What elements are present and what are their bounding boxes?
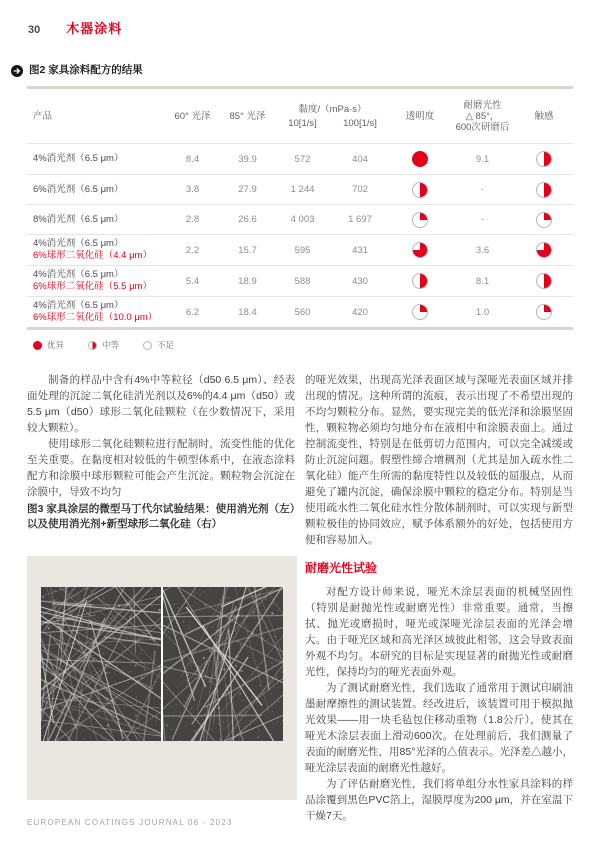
section-heading: 耐磨光性试验	[305, 561, 378, 575]
product-cell	[27, 300, 165, 324]
table-row	[27, 144, 573, 174]
wear-value: 1.0	[475, 306, 490, 318]
wear-value: 9.1	[475, 153, 490, 165]
col-header-gloss85: 85° 光泽	[229, 110, 266, 122]
footer-journal-name: EUROPEAN COATINGS JOURNAL 06 - 2023	[27, 818, 233, 827]
page-header	[28, 18, 122, 37]
product-name: 6%消光剂（6.5 μm）	[33, 183, 124, 195]
legend-pie	[33, 341, 42, 350]
product-additive: 6%球形二氧化硅（5.5 μm）	[33, 281, 152, 292]
gloss60-value: 8.4	[185, 153, 200, 165]
wear-value: -	[480, 184, 485, 195]
product-cell	[27, 214, 165, 226]
article-left-column	[27, 372, 295, 500]
gloss60-value: 3.8	[185, 184, 200, 195]
touch-cell	[515, 242, 573, 258]
touch-cell	[515, 273, 573, 289]
viscosity100-value: 430	[352, 275, 368, 287]
table-header-row	[27, 86, 573, 144]
transparency-rating-pie	[412, 242, 428, 258]
transparency-rating-pie	[412, 212, 428, 228]
figure3	[27, 556, 297, 800]
col-header-viscosity	[275, 104, 390, 129]
table-row	[27, 234, 573, 265]
product-cell	[27, 184, 165, 196]
figure3-image-left	[41, 587, 161, 741]
viscosity100-value: 431	[352, 244, 368, 256]
table-row	[27, 174, 573, 204]
gloss60-value: 2.2	[185, 244, 200, 256]
legend-label: 不足	[157, 340, 175, 350]
transparency-cell	[390, 182, 450, 198]
figure3-image-pair	[41, 587, 283, 741]
viscosity10-value: 595	[294, 244, 311, 256]
product-name: 4%消光剂（6.5 μm）	[33, 238, 124, 249]
gloss85-value: 27.9	[238, 184, 257, 195]
col-header-viscosity-10: 10[1/s]	[288, 117, 317, 129]
table-bottom-rule	[27, 327, 573, 330]
results-table	[27, 86, 573, 351]
gloss85-value: 18.4	[238, 306, 257, 318]
paragraph: 为了测试耐磨光性，我们选取了通常用于测试印刷油墨耐摩擦性的测试装置。经改进后，该装置可用于模拟抛光效果——用一块毛毡包住移动重物（1.8公斤），使其在哑光木涂层表面上滑动600次。在处理前后，我们测量了表面的耐磨光性，用85°光泽的△值表示。光泽差△越小，哑光涂层表面的耐磨光性越好。	[305, 682, 573, 774]
arrow-circle-icon	[11, 64, 23, 76]
col-header-viscosity-100: 100[1/s]	[343, 117, 377, 129]
figure3-image-right	[163, 587, 283, 741]
transparency-rating-pie	[412, 304, 428, 320]
legend-item	[33, 339, 64, 351]
legend-pie	[143, 341, 152, 350]
touch-rating-pie	[536, 182, 552, 198]
viscosity10-value: 560	[294, 306, 311, 318]
transparency-rating-pie	[412, 151, 428, 167]
gloss85-value: 39.9	[238, 153, 257, 165]
transparency-cell	[390, 304, 450, 320]
transparency-cell	[390, 212, 450, 228]
col-header-wear: 耐磨光性 △ 85°， 600次研磨后	[455, 99, 510, 133]
touch-cell	[515, 151, 573, 167]
paragraph: 使用球形二氧化硅颗粒进行配制时，流变性能的优化至关重要。在黏度相对较低的牛顿型体系中，在液态涂料配方和涂膜中球形颗粒可能会产生沉淀。颗粒物会沉淀在涂膜中，导致不均匀	[27, 438, 295, 498]
viscosity-group-label: 黏度/（mPa·s）	[298, 103, 367, 115]
viscosity-sub-headers	[275, 118, 390, 129]
viscosity10-value: 4 003	[290, 214, 315, 225]
touch-cell	[515, 304, 573, 320]
gloss60-value: 2.8	[185, 214, 200, 225]
product-additive: 6%球形二氧化硅（4.4 μm）	[33, 250, 152, 261]
viscosity10-value: 588	[294, 275, 311, 287]
viscosity10-value: 1 244	[290, 184, 315, 195]
paragraph: 为了评估耐磨光性，我们将单组分水性家具涂料的样品涂覆到黑色PVC箔上，湿膜厚度为200 μm，并在室温下干燥7天。	[305, 778, 573, 822]
transparency-rating-pie	[412, 182, 428, 198]
table-row	[27, 204, 573, 234]
figure2-caption: 图2 家具涂料配方的结果	[29, 64, 143, 76]
wear-value: -	[480, 214, 485, 225]
viscosity100-value: 702	[352, 184, 368, 195]
product-additive: 6%球形二氧化硅（10.0 μm）	[33, 312, 158, 323]
legend-pie	[88, 341, 97, 350]
product-cell	[27, 269, 165, 293]
figure3-caption: 图3 家具涂层的微型马丁代尔试验结果：使用消光剂（左）以及使用消光剂+新型球形二氧化硅（右）	[27, 503, 295, 530]
product-name: 4%消光剂（6.5 μm）	[33, 269, 124, 280]
col-header-product: 产品	[33, 110, 53, 122]
page-number: 30	[28, 24, 41, 36]
paragraph: 对配方设计师来说，哑光木涂层表面的机械坚固性（特别是耐抛光性或耐磨光性）非常重要。通常，当擦拭、抛光或磨损时，哑光或深哑光涂层表面的光泽会增大。由于哑光区域和高光泽区域彼此相邻，这会导致表面外观不均匀。本研究的目标是实现显著的耐抛光性或耐磨光性，保持均匀的哑光表面外观。	[305, 586, 573, 678]
viscosity100-value: 1 697	[348, 214, 372, 225]
article-right-column	[305, 372, 573, 824]
touch-rating-pie	[536, 212, 552, 228]
paragraph: 制备的样品中含有4%中等粒径（d50 6.5 μm）、经表面处理的沉淀二氧化硅消光剂以及6%的4.4 μm（d50）或5.5 μm（d50）球形二氧化硅颗粒（在少数情况下，采用较大颗粒）。	[27, 374, 295, 434]
transparency-cell	[390, 242, 450, 258]
viscosity10-value: 572	[294, 153, 311, 165]
paragraph: 的哑光效果，出现高光泽表面区域与深哑光表面区域并排出现的情况。这种所谓的流痕，表示出现了不希望出现的不均匀颗粒分布。显然，要实现完美的低光泽和涂膜坚固性，颗粒物必须均匀地分布在液相中和涂膜表面上。通过控制流变性，特别是在低剪切力范围内，可以完全减缓或防止沉淀问题。假塑性缔合增稠剂（尤其是加入疏水性二氧化硅）能产生所需的黏度特性以及较低的屈服点，从而避免了罐内沉淀，确保涂膜中颗粒的稳定分布。特别是当使用疏水性二氧化硅水性分散体制剂时，可以实现与新型颗粒极佳的协同效应，赋予体系额外的好处，包括使用方便和容易加入。	[305, 374, 573, 546]
transparency-rating-pie	[412, 273, 428, 289]
gloss85-value: 15.7	[238, 244, 257, 256]
gloss85-value: 26.6	[238, 214, 257, 225]
gloss60-value: 5.4	[185, 275, 200, 287]
section-title: 木器涂料	[66, 21, 123, 36]
product-name: 4%消光剂（6.5 μm）	[33, 153, 124, 164]
transparency-cell	[390, 273, 450, 289]
touch-rating-pie	[536, 273, 552, 289]
legend-label: 优异	[47, 340, 65, 350]
legend-label: 中等	[102, 340, 120, 350]
rating-legend	[27, 339, 573, 351]
transparency-cell	[390, 151, 450, 167]
wear-value: 3.6	[475, 244, 490, 256]
touch-rating-pie	[536, 304, 552, 320]
viscosity100-value: 420	[352, 306, 368, 318]
col-header-gloss60: 60° 光泽	[174, 110, 211, 122]
col-header-transparency: 透明度	[405, 110, 435, 122]
gloss85-value: 18.9	[238, 275, 257, 287]
col-header-touch: 触感	[534, 110, 554, 122]
legend-item	[88, 339, 119, 351]
gloss60-value: 6.2	[185, 306, 200, 318]
touch-rating-pie	[536, 242, 552, 258]
table-row	[27, 265, 573, 296]
product-name: 8%消光剂（6.5 μm）	[33, 213, 124, 225]
product-cell	[27, 238, 165, 262]
table-body	[27, 144, 573, 327]
touch-rating-pie	[536, 151, 552, 167]
legend-item	[143, 339, 174, 351]
product-cell	[27, 153, 165, 165]
table-row	[27, 296, 573, 327]
figure2-caption-row	[11, 62, 143, 77]
touch-cell	[515, 182, 573, 198]
product-name: 4%消光剂（6.5 μm）	[33, 300, 124, 311]
wear-value: 8.1	[475, 275, 490, 287]
touch-cell	[515, 212, 573, 228]
viscosity100-value: 404	[352, 153, 368, 165]
